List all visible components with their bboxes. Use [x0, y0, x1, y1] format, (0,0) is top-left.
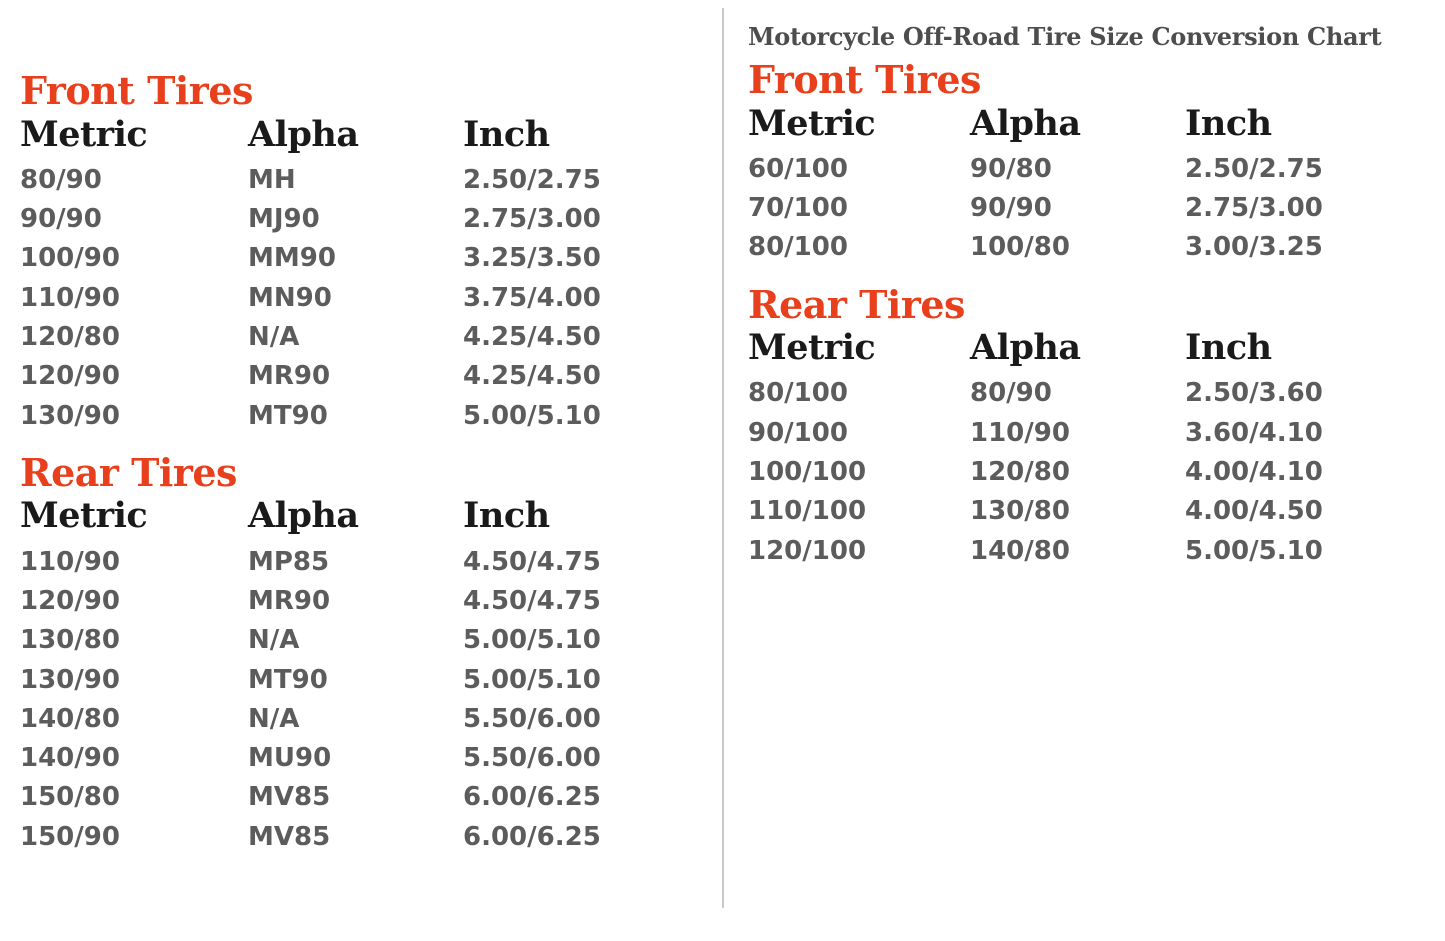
table-row	[20, 161, 660, 200]
cell-inch: 6.00/6.25	[463, 782, 601, 813]
cell-inch: 5.50/6.00	[463, 743, 601, 774]
table-header-row	[20, 115, 660, 161]
left-column	[20, 0, 700, 857]
cell-metric: 70/100	[748, 193, 848, 224]
cell-alpha: MJ90	[248, 204, 320, 235]
cell-metric: 110/100	[748, 496, 867, 527]
cell-alpha: 140/80	[970, 535, 1070, 566]
table-row	[20, 279, 660, 318]
cell-metric: 120/80	[20, 321, 120, 352]
cell-metric: 140/90	[20, 743, 120, 774]
table-row	[748, 189, 1388, 228]
table-row	[748, 492, 1388, 531]
right-rear-tires-title: Rear Tires	[748, 281, 965, 327]
table-row	[20, 778, 660, 817]
table-row	[748, 150, 1388, 189]
table-row	[20, 621, 660, 660]
table-header-row	[748, 328, 1388, 374]
cell-alpha: 130/80	[970, 496, 1070, 527]
table-row	[20, 661, 660, 700]
left-front-tires-table	[20, 115, 660, 436]
cell-metric: 90/90	[20, 204, 102, 235]
cell-alpha: MU90	[248, 743, 332, 774]
cell-inch: 5.00/5.10	[463, 400, 601, 431]
table-row	[748, 453, 1388, 492]
cell-inch: 3.00/3.25	[1185, 232, 1323, 263]
cell-alpha: MH	[248, 164, 296, 195]
cell-metric: 100/90	[20, 243, 120, 274]
table-row	[20, 700, 660, 739]
cell-alpha: N/A	[248, 321, 300, 352]
cell-metric: 110/90	[20, 546, 120, 577]
cell-inch: 5.00/5.10	[463, 664, 601, 695]
cell-metric: 80/100	[748, 378, 848, 409]
cell-alpha: 90/90	[970, 193, 1052, 224]
cell-metric: 90/100	[748, 417, 848, 448]
column-header-alpha: Alpha	[970, 327, 1081, 369]
cell-metric: 120/90	[20, 361, 120, 392]
column-header-inch: Inch	[1185, 327, 1272, 369]
right-column	[748, 0, 1408, 571]
right-rear-tires-section	[748, 281, 1408, 571]
column-header-metric: Metric	[748, 102, 876, 144]
cell-inch: 2.75/3.00	[463, 204, 601, 235]
right-front-tires-title: Front Tires	[748, 57, 981, 102]
cell-alpha: 80/90	[970, 378, 1052, 409]
cell-inch: 2.75/3.00	[1185, 193, 1323, 224]
table-row	[20, 200, 660, 239]
cell-inch: 3.75/4.00	[463, 282, 601, 313]
table-row	[748, 532, 1388, 571]
cell-metric: 150/90	[20, 821, 120, 852]
cell-inch: 5.00/5.10	[463, 625, 601, 656]
vertical-divider	[722, 8, 724, 908]
cell-inch: 6.00/6.25	[463, 821, 601, 852]
cell-metric: 110/90	[20, 282, 120, 313]
table-row	[20, 582, 660, 621]
cell-metric: 130/90	[20, 400, 120, 431]
cell-inch: 4.50/4.75	[463, 546, 601, 577]
cell-alpha: 110/90	[970, 417, 1070, 448]
cell-alpha: 100/80	[970, 232, 1070, 263]
cell-alpha: MV85	[248, 782, 331, 813]
cell-alpha: N/A	[248, 625, 300, 656]
page-title: Motorcycle Off-Road Tire Size Conversion Chart	[748, 22, 1382, 51]
cell-metric: 120/100	[748, 535, 867, 566]
column-header-alpha: Alpha	[970, 102, 1081, 144]
column-header-metric: Metric	[20, 113, 148, 155]
table-row	[748, 228, 1388, 267]
cell-metric: 120/90	[20, 585, 120, 616]
cell-alpha: MT90	[248, 400, 328, 431]
table-row	[748, 414, 1388, 453]
cell-inch: 3.25/3.50	[463, 243, 601, 274]
cell-alpha: MT90	[248, 664, 328, 695]
table-row	[20, 818, 660, 857]
table-row	[20, 543, 660, 582]
cell-alpha: MR90	[248, 361, 331, 392]
cell-metric: 60/100	[748, 153, 848, 184]
cell-metric: 150/80	[20, 782, 120, 813]
column-header-inch: Inch	[463, 495, 550, 537]
cell-alpha: MR90	[248, 585, 331, 616]
cell-inch: 4.25/4.50	[463, 361, 601, 392]
left-front-tires-title: Front Tires	[20, 68, 253, 113]
cell-metric: 80/100	[748, 232, 848, 263]
cell-metric: 100/100	[748, 457, 867, 488]
right-front-tires-table	[748, 104, 1388, 268]
left-front-tires-section	[20, 70, 700, 436]
cell-metric: 130/80	[20, 625, 120, 656]
table-row	[20, 318, 660, 357]
cell-alpha: N/A	[248, 703, 300, 734]
column-header-alpha: Alpha	[248, 495, 359, 537]
left-rear-tires-section	[20, 449, 700, 857]
cell-inch: 4.50/4.75	[463, 585, 601, 616]
cell-inch: 4.00/4.50	[1185, 496, 1323, 527]
cell-inch: 2.50/2.75	[1185, 153, 1323, 184]
cell-metric: 130/90	[20, 664, 120, 695]
cell-alpha: MP85	[248, 546, 330, 577]
cell-inch: 3.60/4.10	[1185, 417, 1323, 448]
left-rear-tires-table	[20, 496, 660, 857]
table-row	[20, 739, 660, 778]
cell-metric: 80/90	[20, 164, 102, 195]
cell-inch: 5.00/5.10	[1185, 535, 1323, 566]
cell-inch: 2.50/3.60	[1185, 378, 1323, 409]
table-row	[20, 357, 660, 396]
right-rear-tires-table	[748, 328, 1388, 571]
cell-inch: 4.25/4.50	[463, 321, 601, 352]
cell-alpha: 120/80	[970, 457, 1070, 488]
column-header-metric: Metric	[748, 327, 876, 369]
table-header-row	[748, 104, 1388, 150]
table-row	[748, 374, 1388, 413]
table-row	[20, 397, 660, 436]
cell-alpha: MM90	[248, 243, 336, 274]
cell-alpha: MN90	[248, 282, 332, 313]
cell-inch: 2.50/2.75	[463, 164, 601, 195]
cell-alpha: MV85	[248, 821, 331, 852]
right-front-tires-section	[748, 59, 1408, 268]
cell-metric: 140/80	[20, 703, 120, 734]
left-rear-tires-title: Rear Tires	[20, 449, 237, 495]
cell-inch: 5.50/6.00	[463, 703, 601, 734]
column-header-inch: Inch	[463, 113, 550, 155]
table-header-row	[20, 496, 660, 542]
column-header-inch: Inch	[1185, 102, 1272, 144]
column-header-metric: Metric	[20, 495, 148, 537]
column-header-alpha: Alpha	[248, 113, 359, 155]
cell-alpha: 90/80	[970, 153, 1052, 184]
table-row	[20, 239, 660, 278]
cell-inch: 4.00/4.10	[1185, 457, 1323, 488]
